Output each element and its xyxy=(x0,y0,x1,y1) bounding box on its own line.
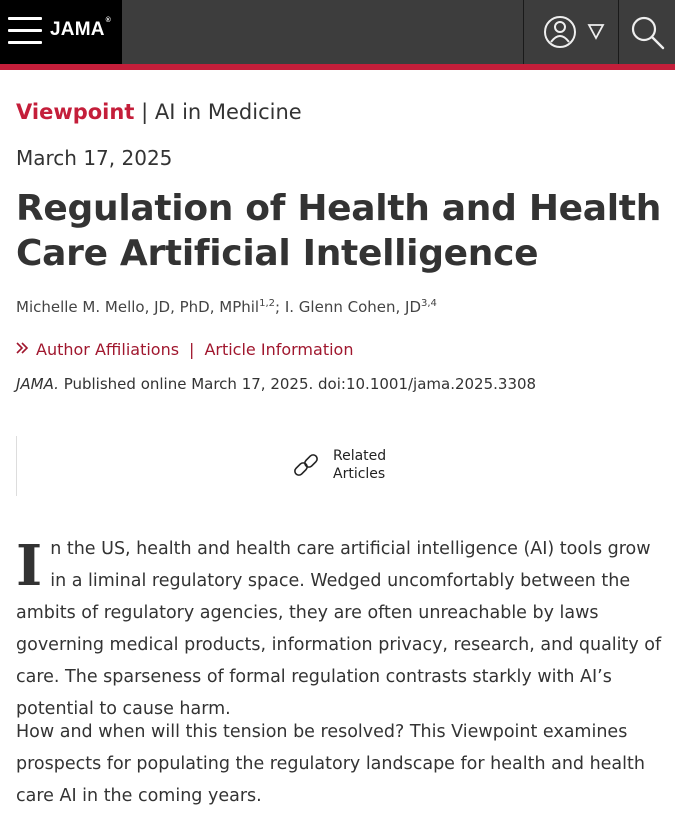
related-articles-label xyxy=(333,447,386,483)
hamburger-icon[interactable] xyxy=(8,17,42,47)
jama-logo[interactable]: JAMA® xyxy=(50,17,111,40)
author-name[interactable]: Michelle M. Mello, JD, PhD, MPhil xyxy=(16,298,260,316)
article-date: March 17, 2025 xyxy=(16,146,173,170)
author-name[interactable]: I. Glenn Cohen, JD xyxy=(284,298,422,316)
affiliation-sup: 3,4 xyxy=(421,298,437,309)
search-icon xyxy=(619,0,675,64)
article-information-link[interactable]: Article Information xyxy=(204,340,354,359)
logo-block[interactable] xyxy=(0,0,122,64)
article-category[interactable]: Viewpoint xyxy=(16,100,135,124)
links-separator: | xyxy=(189,340,195,359)
related-articles-button[interactable] xyxy=(292,447,402,487)
related-line-1: Related xyxy=(333,448,387,464)
body-paragraph-2: How and when will this tension be resolved? This Viewpoint examines prospects for populating the regulatory landscape for health and health care AI in the coming years. xyxy=(16,722,645,806)
drop-cap: I xyxy=(16,533,43,599)
article-topic[interactable]: AI in Medicine xyxy=(154,100,302,124)
paragraph-text: n the US, health and health care artificial intelligence (AI) tools grow in a liminal regulatory space. Wedged uncomfortably between the ambits of regulatory agencies, they are often unreachable by laws governing medical products, information privacy, research, and quality of care. The sparseness of formal regulation contrasts starkly with AI’s potential to cause harm. xyxy=(16,539,662,719)
header-accent-line xyxy=(0,64,675,70)
top-bar xyxy=(0,0,675,64)
affiliation-sup: 1,2 xyxy=(259,298,276,309)
article-kicker xyxy=(16,100,302,124)
related-line-2: Articles xyxy=(333,466,386,482)
kicker-separator: | xyxy=(141,100,149,124)
body-paragraph-1 xyxy=(16,533,664,725)
article-links xyxy=(16,340,353,359)
related-divider xyxy=(16,436,17,496)
article-title: Regulation of Health and Health Care Artificial Intelligence xyxy=(16,188,662,274)
link-icon xyxy=(292,451,322,481)
author-affiliations-link[interactable]: Author Affiliations xyxy=(36,340,180,359)
citation xyxy=(16,375,536,393)
triangle-down-icon xyxy=(589,25,603,38)
user-menu-button[interactable] xyxy=(524,0,618,64)
user-icon xyxy=(524,0,618,64)
chevron-right-icon xyxy=(16,340,30,359)
journal-name: JAMA. xyxy=(16,375,59,393)
author-list xyxy=(16,298,437,316)
citation-text: Published online March 17, 2025. doi:10.1001/jama.2025.3308 xyxy=(58,375,537,393)
search-button[interactable] xyxy=(619,0,675,64)
author-separator: ; xyxy=(275,298,285,316)
